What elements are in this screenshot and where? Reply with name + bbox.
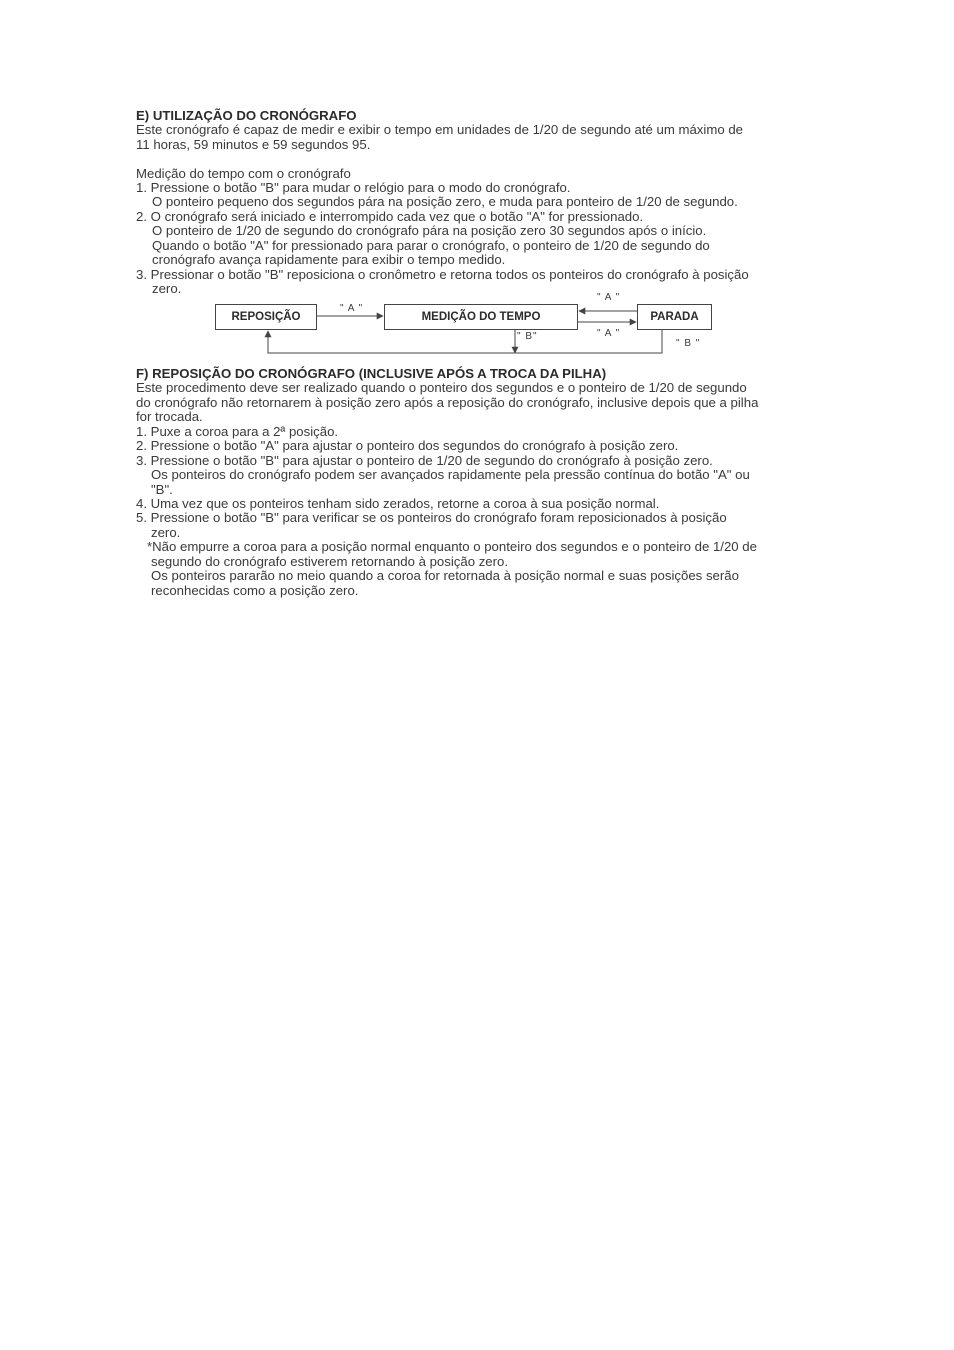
- section-f-line: Os ponteiros do cronógrafo podem ser avançados rapidamente pela pressão contínua do botão "A" ou: [151, 467, 750, 482]
- section-f-note-line: *Não empurre a coroa para a posição normal enquanto o ponteiro dos segundos e o ponteiro de 1/20 de: [147, 539, 757, 554]
- section-e-step-line: O ponteiro pequeno dos segundos pára na posição zero, e muda para ponteiro de 1/20 de segundo.: [152, 194, 738, 209]
- section-f-line: 3. Pressione o botão "B" para ajustar o ponteiro de 1/20 de segundo do cronógrafo à posição zero.: [136, 453, 713, 468]
- label-a-stop-measure: " A ": [597, 292, 621, 303]
- label-b-stop: " B ": [676, 338, 701, 349]
- section-f-line: do cronógrafo não retornarem à posição zero após a reposição do cronógrafo, inclusive depois que a pilha: [136, 395, 759, 410]
- section-e-step-line: 3. Pressionar o botão "B" reposiciona o cronômetro e retorna todos os ponteiros do cronógrafo à posição: [136, 267, 749, 282]
- section-f-line: 2. Pressione o botão "A" para ajustar o ponteiro dos segundos do cronógrafo à posição zero.: [136, 438, 679, 453]
- section-e-step-line: 2. O cronógrafo será iniciado e interrompido cada vez que o botão "A" for pressionado.: [136, 209, 644, 224]
- section-f-line: for trocada.: [136, 409, 203, 424]
- section-e-step-line: O ponteiro de 1/20 de segundo do cronógrafo pára na posição zero 30 segundos após o início.: [152, 223, 707, 238]
- label-a-measure-stop: " A ": [597, 328, 621, 339]
- section-e-subheading: Medição do tempo com o cronógrafo: [136, 166, 351, 181]
- section-f-note-line: reconhecidas como a posição zero.: [151, 583, 359, 598]
- section-f-line: Este procedimento deve ser realizado quando o ponteiro dos segundos e o ponteiro de 1/20 de segundo: [136, 380, 747, 395]
- box-measure: MEDIÇÃO DO TEMPO: [384, 304, 578, 330]
- section-f-line: zero.: [151, 525, 181, 540]
- section-f-line: 4. Uma vez que os ponteiros tenham sido zerados, retorne a coroa à sua posição normal.: [136, 496, 660, 511]
- section-f-line: "B".: [151, 482, 173, 497]
- box-stop: PARADA: [637, 304, 712, 330]
- section-e-step-line: zero.: [152, 281, 182, 296]
- section-f-note-line: Os ponteiros pararão no meio quando a coroa for retornada à posição normal e suas posições serão: [151, 568, 739, 583]
- section-f-note-line: segundo do cronógrafo estiverem retornando à posição zero.: [151, 554, 509, 569]
- section-e-title: E) UTILIZAÇÃO DO CRONÓGRAFO: [136, 108, 357, 123]
- box-reset: REPOSIÇÃO: [215, 304, 317, 330]
- label-a-reset-measure: " A ": [340, 303, 364, 314]
- section-e-intro-line-2: 11 horas, 59 minutos e 59 segundos 95.: [136, 137, 371, 152]
- section-e-step-line: Quando o botão "A" for pressionado para parar o cronógrafo, o ponteiro de 1/20 de segundo do: [152, 238, 710, 253]
- section-f-line: 1. Puxe a coroa para a 2ª posição.: [136, 424, 339, 439]
- section-e-step-line: cronógrafo avança rapidamente para exibir o tempo medido.: [152, 252, 506, 267]
- section-f-title: F) REPOSIÇÃO DO CRONÓGRAFO (INCLUSIVE APÓS A TROCA DA PILHA): [136, 366, 607, 381]
- label-b-measure: " B": [517, 331, 538, 342]
- section-e-step-line: 1. Pressione o botão "B" para mudar o relógio para o modo do cronógrafo.: [136, 180, 571, 195]
- section-f-line: 5. Pressione o botão "B" para verificar se os ponteiros do cronógrafo foram reposicionados à posição: [136, 510, 727, 525]
- section-e-intro-line-1: Este cronógrafo é capaz de medir e exibir o tempo em unidades de 1/20 de segundo até um máximo de: [136, 122, 743, 137]
